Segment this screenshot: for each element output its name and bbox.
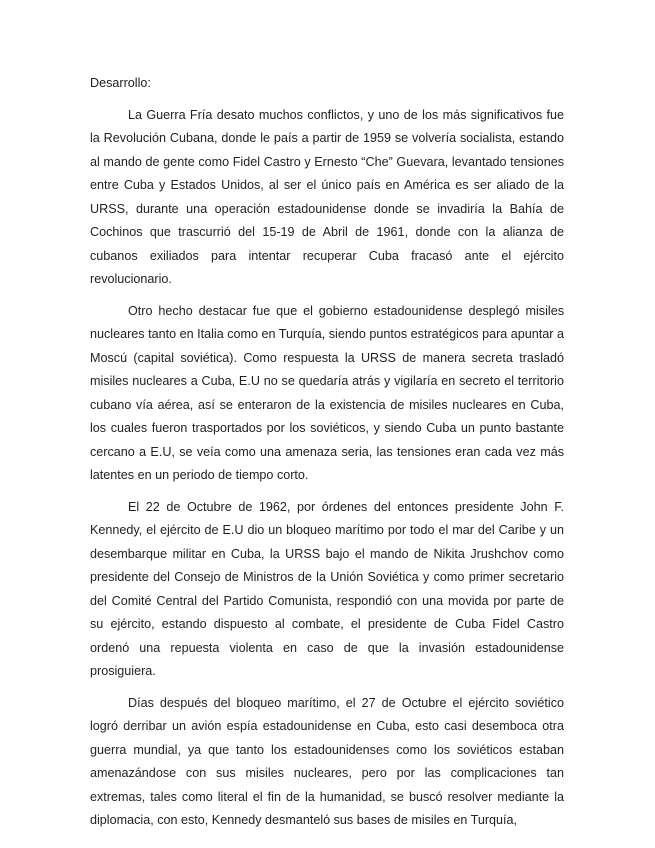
paragraph-misiles: Otro hecho destacar fue que el gobierno estadounidense desplegó misiles nucleares tanto en Italia como en Turquía, siendo puntos estratégicos para apuntar a Moscú (capital soviética). Como respuesta la URSS de manera secreta trasladó misiles nucleares a Cuba, E.U no se quedaría atrás y vigilaría en secreto el territorio cubano vía aérea, así se enteraron de la existencia de misiles nucleares en Cuba, los cuales fueron trasportados por los soviéticos, y siendo Cuba un punto bastante cercano a E.U, se veía como una amenaza seria, las tensiones eran cada vez más latentes en un periodo de tiempo corto. [90, 303, 564, 482]
section-heading: Desarrollo: [90, 76, 151, 90]
paragraph-bloqueo: El 22 de Octubre de 1962, por órdenes del entonces presidente John F. Kennedy, el ejército de E.U dio un bloqueo marítimo por todo el mar del Caribe y un desembarque militar en Cuba, la URSS bajo el mando de Nikita Jrushchov como presidente del Consejo de Ministros de la Unión Soviética y como primer secretario del Comité Central del Partido Comunista, respondió con una movida por parte de su ejército, estando dispuesto al combate, el presidente de Cuba Fidel Castro ordenó una repuesta violenta en caso de que la invasión estadounidense prosiguiera. [90, 499, 564, 678]
paragraph-guerra-fria: La Guerra Fría desato muchos conflictos, y uno de los más significativos fue la Revolución Cubana, donde le país a partir de 1959 se volvería socialista, estando al mando de gente como Fidel Castro y Ernesto “Che” Guevara, levantado tensiones entre Cuba y Estados Unidos, al ser el único país en América es ser aliado de la URSS, durante una operación estadounidense donde se invadiría la Bahía de Cochinos que trascurrió del 15-19 de Abril de 1961, donde con la alianza de cubanos exiliados para intentar recuperar Cuba fracasó ante el ejército revolucionario. [90, 107, 564, 286]
paragraph-avion-espia: Días después del bloqueo marítimo, el 27 de Octubre el ejército soviético logró derribar un avión espía estadounidense en Cuba, esto casi desemboca otra guerra mundial, ya que tanto los estadounidenses como los soviéticos estaban amenazándose con sus misiles nucleares, pero por las complicaciones tan extremas, tales como literal el fin de la humanidad, se buscó resolver mediante la diplomacia, con esto, Kennedy desmanteló sus bases de misiles en Turquía, [90, 695, 564, 827]
document-body [90, 72, 564, 841]
